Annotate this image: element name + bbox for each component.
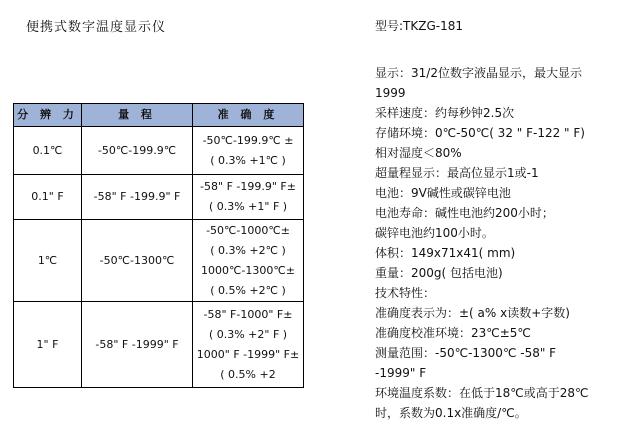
accuracy-line: 1000℃-1300℃± <box>201 263 295 277</box>
spec-line: 采样速度：约每秒钟2.5次 <box>375 106 515 120</box>
header-range: 量 程 <box>82 104 193 127</box>
accuracy-cell <box>193 127 304 175</box>
spec-table <box>13 103 304 388</box>
spec-line: 1999 <box>375 86 406 100</box>
spec-line: 体积：149x71x41( mm) <box>375 246 516 260</box>
accuracy-line: -58" F -199.9" F± <box>200 180 296 193</box>
header-accuracy: 准 确 度 <box>193 104 304 127</box>
accuracy-line: ( 0.3% +2" F ) <box>208 327 288 341</box>
accuracy-line: ( 0.3% +1℃ ) <box>210 153 286 167</box>
spec-line: 重量：200g( 包括电池) <box>375 266 503 280</box>
accuracy-cell <box>193 220 304 302</box>
accuracy-cell <box>193 175 304 220</box>
spec-line: -1999" F <box>375 366 427 380</box>
spec-line: 电池寿命：碱性电池约200小时； <box>375 206 554 220</box>
model-number: 型号:TKZG-181 <box>375 19 463 33</box>
table-row <box>14 127 304 175</box>
spec-line: 电池：9V碱性或碳锌电池 <box>375 186 511 200</box>
spec-line: 准确度表示为：±( a% x读数+字数) <box>375 306 570 320</box>
accuracy-line: ( 0.5% +2 <box>220 367 276 381</box>
table-header-row <box>14 104 304 127</box>
table-row <box>14 220 304 302</box>
accuracy-cell <box>193 302 304 388</box>
accuracy-line: ( 0.5% +2℃ ) <box>210 283 286 297</box>
header-resolution: 分 辨 力 <box>14 104 82 127</box>
resolution-cell: 1" F <box>14 302 82 388</box>
accuracy-line: 1000" F -1999" F± <box>196 347 300 361</box>
spec-line: 时，系数为0.1x准确度/℃。 <box>375 406 527 420</box>
accuracy-line: -50℃-1000℃± <box>206 223 290 237</box>
range-cell: -58" F -199.9" F <box>82 175 193 220</box>
spec-line: 测量范围：-50℃-1300℃ -58" F <box>375 346 557 360</box>
spec-line: 准确度校准环境：23℃±5℃ <box>375 326 531 340</box>
resolution-cell: 0.1" F <box>14 175 82 220</box>
table-row <box>14 175 304 220</box>
page-title: 便携式数字温度显示仪 <box>26 20 167 35</box>
spec-line: 技术特性： <box>375 286 436 300</box>
range-cell: -58" F -1999" F <box>82 302 193 388</box>
accuracy-line: -58" F-1000" F± <box>203 307 293 321</box>
spec-line: 超量程显示：最高位显示1或-1 <box>375 166 539 180</box>
accuracy-line: ( 0.3% +1" F ) <box>208 200 288 213</box>
spec-line: 环境温度系数：在低于18℃或高于28℃ <box>375 386 589 400</box>
range-cell: -50℃-1300℃ <box>82 220 193 302</box>
resolution-cell: 1℃ <box>14 220 82 302</box>
resolution-cell: 0.1℃ <box>14 127 82 175</box>
accuracy-line: -50℃-199.9℃ ± <box>202 133 294 147</box>
table-row <box>14 302 304 388</box>
spec-line: 存储环境：0℃-50℃( 32 " F-122 " F) <box>375 126 585 140</box>
spec-line: 显示：31/2位数字液晶显示，最大显示 <box>375 66 582 80</box>
spec-line: 碳锌电池约100小时。 <box>375 226 494 240</box>
range-cell: -50℃-199.9℃ <box>82 127 193 175</box>
spec-line: 相对湿度＜80% <box>375 146 462 160</box>
spec-list <box>375 63 625 423</box>
accuracy-line: ( 0.3% +2℃ ) <box>210 243 286 257</box>
